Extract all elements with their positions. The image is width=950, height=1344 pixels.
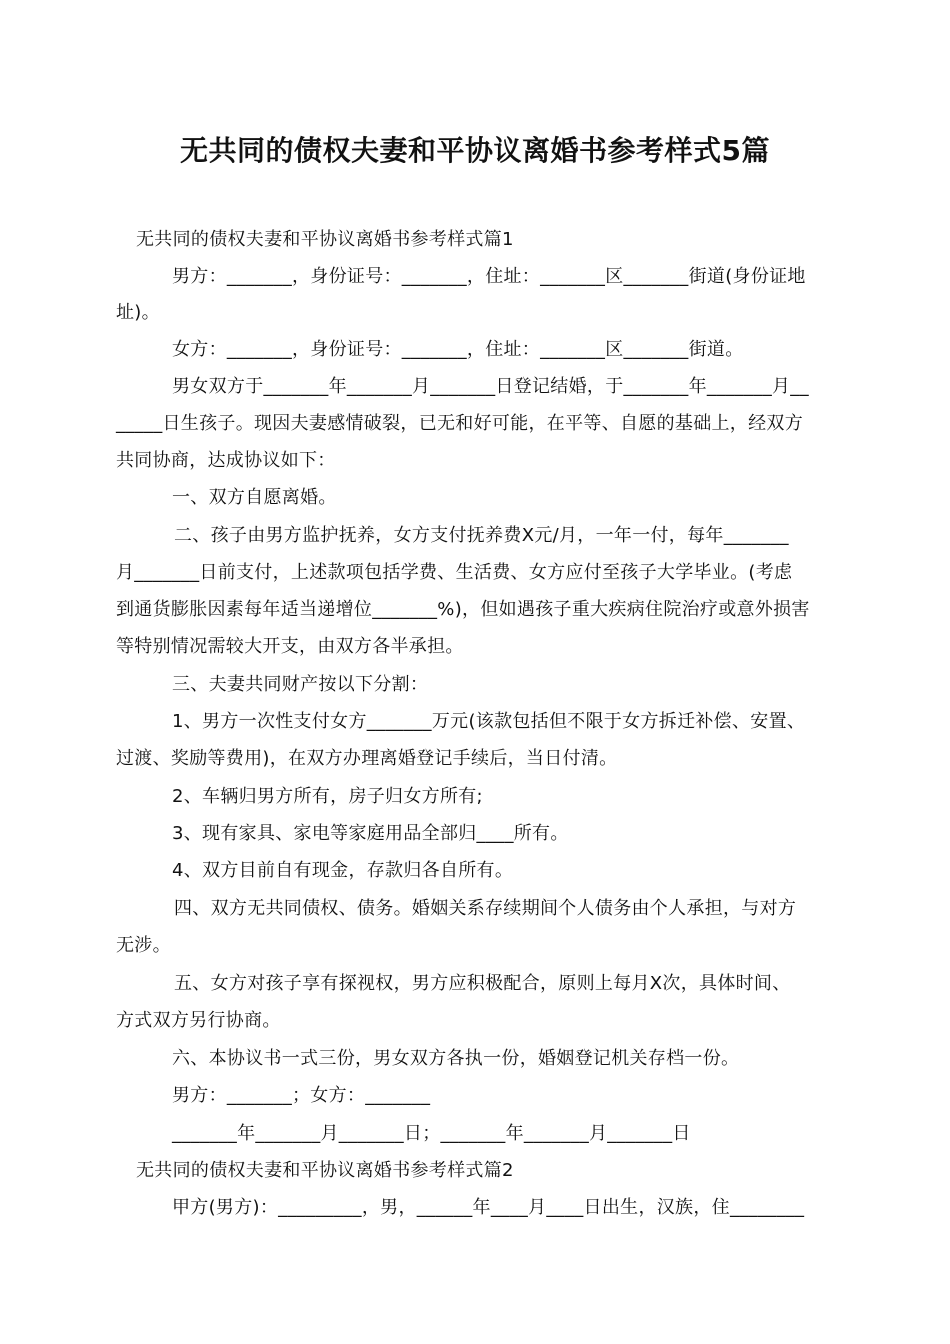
paragraph-line: 址)。 (116, 302, 160, 323)
section-heading-2: 无共同的债权夫妻和平协议离婚书参考样式篇2 (136, 1160, 514, 1181)
paragraph-line: 男女双方于_______年_______月_______日登记结婚，于_______年_______月__ (172, 376, 809, 397)
paragraph-line: 男方：_______，身份证号：_______，住址：_______区_______街道(身份证地 (172, 266, 806, 287)
paragraph-line: _____日生孩子。现因夫妻感情破裂，已无和好可能，在平等、自愿的基础上，经双方 (116, 413, 803, 434)
paragraph-line: 一、双方自愿离婚。 (172, 487, 337, 508)
paragraph-line: 无涉。 (116, 935, 171, 956)
date-line: _______年_______月_______日；_______年_______月_______日 (172, 1123, 691, 1144)
document-title: 无共同的债权夫妻和平协议离婚书参考样式5篇 (180, 134, 770, 167)
paragraph-line: 1、男方一次性支付女方_______万元(该款包括但不限于女方拆迁补偿、安置、 (172, 711, 806, 732)
paragraph-line: 过渡、奖励等费用)，在双方办理离婚登记手续后，当日付清。 (116, 748, 618, 769)
section-heading-1: 无共同的债权夫妻和平协议离婚书参考样式篇1 (136, 229, 514, 250)
paragraph-line: 四、双方无共同债权、债务。婚姻关系存续期间个人债务由个人承担，与对方 (174, 898, 797, 919)
paragraph-line: 五、女方对孩子享有探视权，男方应积极配合，原则上每月X次，具体时间、 (174, 973, 791, 994)
paragraph-line: 方式双方另行协商。 (116, 1010, 281, 1031)
paragraph-line: 等特别情况需较大开支，由双方各半承担。 (116, 636, 464, 657)
paragraph-line: 月_______日前支付，上述款项包括学费、生活费、女方应付至孩子大学毕业。(考虑 (116, 562, 793, 583)
paragraph-line: 2、车辆归男方所有，房子归女方所有; (172, 786, 483, 807)
paragraph-line: 到通货膨胀因素每年适当递增位_______%)，但如遇孩子重大疾病住院治疗或意外损害 (116, 599, 810, 620)
paragraph-line: 三、夫妻共同财产按以下分割： (172, 674, 429, 695)
paragraph-line: 共同协商，达成协议如下： (116, 450, 336, 471)
signature-line: 男方：_______；女方：_______ (172, 1085, 431, 1106)
paragraph-line: 甲方(男方)：_________，男，______年____月____日出生，汉族，住________ (172, 1197, 805, 1218)
paragraph-line: 3、现有家具、家电等家庭用品全部归____所有。 (172, 823, 569, 844)
paragraph-line: 六、本协议书一式三份，男女双方各执一份，婚姻登记机关存档一份。 (172, 1048, 740, 1069)
paragraph-line: 4、双方目前自有现金，存款归各自所有。 (172, 860, 514, 881)
paragraph-line: 女方：_______，身份证号：_______，住址：_______区_______街道。 (172, 339, 744, 360)
paragraph-line: 二、孩子由男方监护抚养，女方支付抚养费X元/月，一年一付，每年_______ (174, 525, 789, 546)
